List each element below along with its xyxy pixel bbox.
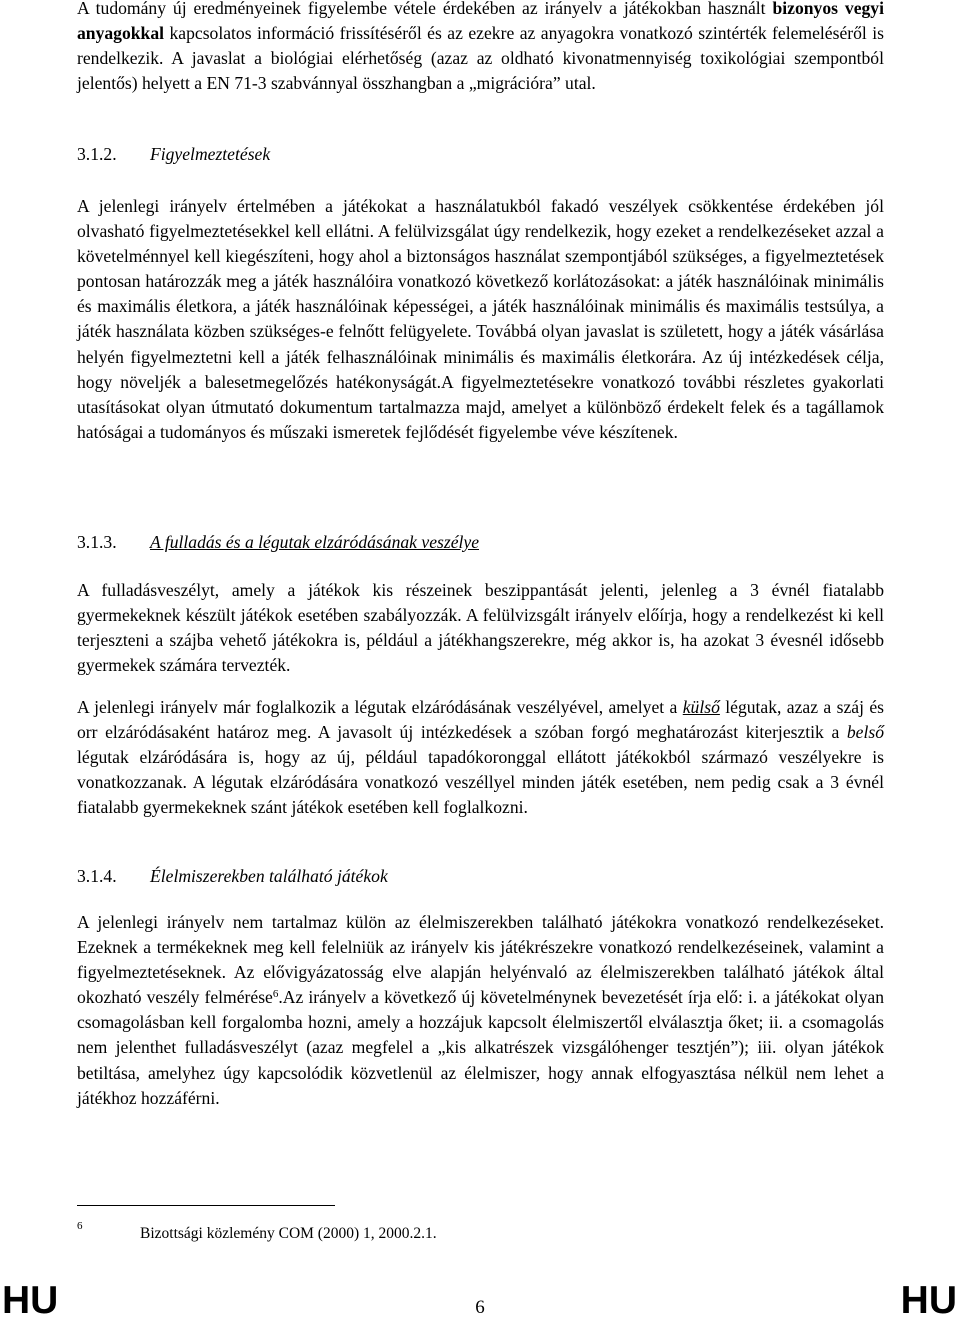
footer-language-code-left: HU <box>2 1279 59 1322</box>
paragraph-text: légutak, azaz a száj és orr elzáródásaként határoz meg. A javasolt új intézkedések a szóban forgó meghatározást kiterjesztik a <box>77 697 884 743</box>
emphasis-kulso: külső <box>682 697 720 717</box>
section-number: 3.1.3. <box>77 532 117 552</box>
section-title: A fulladás és a légutak elzáródásának veszélye <box>150 532 480 552</box>
section-number: 3.1.2. <box>77 144 117 164</box>
footnote-reference: 6 <box>272 988 279 1001</box>
paragraph-text: A tudomány új eredményeinek figyelembe vétele érdekében az irányelv a játékokban használt <box>77 0 773 18</box>
section-title: Élelmiszerekben található játékok <box>150 866 388 886</box>
section-heading-3-1-3 <box>77 530 884 555</box>
section-number: 3.1.4. <box>77 866 117 886</box>
paragraph-text: A jelenlegi irányelv már foglalkozik a légutak elzáródásának veszélyével, amelyet a <box>77 697 683 717</box>
paragraph-text: kapcsolatos információ frissítéséről és az ezekre az anyagokra vonatkozó szintérték felemeléséről is rendelkezik. A javaslat a biológiai elérhetőség (azaz az oldható kivonatmennyiség toxikológiai szempontból jelentős) helyett a EN 71-3 szabvánnyal összhangban a „migrációra” utal. <box>77 23 884 94</box>
section-heading-3-1-4 <box>77 864 884 889</box>
footnote-separator <box>77 1205 335 1206</box>
paragraph-choking-hazard: A fulladásveszélyt, amely a játékok kis részeinek beszippantását jelenti, jelenleg a 3 évnél fiatalabb gyermekeknek készült játékok esetében szabályozzák. A felülvizsgált irányelv előírja, hogy a rendelkezést ki kell terjeszteni a szájba vehető játékokra is, például a játékhangszerekre, még akkor is, ha azokat 3 évesnél idősebb gyermekek számára tervezték. <box>77 580 884 676</box>
section-title: Figyelmeztetések <box>150 144 271 164</box>
paragraph-text: légutak elzáródására is, hogy az új, például tapadókoronggal ellátott játékokból származó veszélyekre is vonatkozzanak. A légutak elzáródására vonatkozó veszéllyel minden játék esetében, nem pedig csak a 3 évnél fiatalabb gyermekeknek szánt játékok esetében kell foglalkozni. <box>77 747 884 818</box>
section-heading-3-1-2 <box>77 142 884 167</box>
paragraph-warnings: A jelenlegi irányelv értelmében a játékokat a használatukból fakadó veszélyek csökkentése érdekében jól olvasható figyelmeztetésekkel kell ellátni. A felülvizsgálat úgy rendelkezik, hogy ezeket a rendelkezéseket azzal a követelménnyel kell kiegészíteni, hogy ahol a biztonságos használat szempontjából szükséges, a figyelmeztetések pontosan határozzák meg a játék használóira vonatkozó következő korlátozásokat: a játék használóinak minimális és maximális életkora, a játék használóinak képességei, a játék használóinak minimális és maximális testsúlya, a játék használata közben szükséges-e felnőtt felügyelete. Továbbá olyan javaslat is született, hogy a játék vásárlása helyén figyelmeztetni kell a játék felhasználóinak minimális és maximális életkorára. Az új intézkedések célja, hogy növeljék a balesetmegelőzés hatékonyságát.A figyelmeztetésekre vonatkozó további részletes gyakorlati utasításokat olyan útmutató dokumentum tartalmazza majd, amelyet a különböző érdekelt felek és a tagállamok hatóságai a tudományos és műszaki ismeretek fejlődését figyelembe véve készítenek. <box>77 196 884 442</box>
paragraph-airway-obstruction <box>77 695 884 820</box>
footnote-text: Bizottsági közlemény COM (2000) 1, 2000.2.1. <box>140 1225 437 1242</box>
paragraph-text: A jelenlegi irányelv nem tartalmaz külön az élelmiszerekben található játékokra vonatkozó rendelkezéseket. Ezeknek a termékeknek meg kell felelniük az irányelv kis játékrészekre vonatkozó rendelkezéseinek, valamint a figyelmeztetéseknek. Az elővigyázatosság elve alapján helyénvaló az élelmiszerekben található játékok által okozható veszély felmérése <box>77 912 884 1008</box>
paragraph-chemical-substances <box>77 0 884 96</box>
page-number: 6 <box>475 1297 485 1318</box>
paragraph-toys-in-food <box>77 910 884 1111</box>
paragraph-text: .Az irányelv a következő új követelménynek bevezetését írja elő: i. a játékokat olyan csomagolásban kell forgalomba hozni, amely a hozzájuk kapcsolt élelmiszertől elválasztja őket; ii. a csomagolás nem jelenthet fulladásveszélyt (azaz megfelel a „kis alkatrészek vizsgálóhenger tesztjén”); iii. olyan játékok betiltása, amelyhez úgy kapcsolódik közvetlenül az élelmiszer, hogy annak elfogyasztása nélkül nem lehet a játékhoz hozzáférni. <box>77 987 885 1108</box>
footer-language-code-right: HU <box>900 1279 957 1322</box>
footnote-number: 6 <box>77 1220 83 1232</box>
bold-phrase: bizonyos vegyi anyagokkal <box>77 0 884 44</box>
emphasis-belso: belső <box>846 722 884 743</box>
